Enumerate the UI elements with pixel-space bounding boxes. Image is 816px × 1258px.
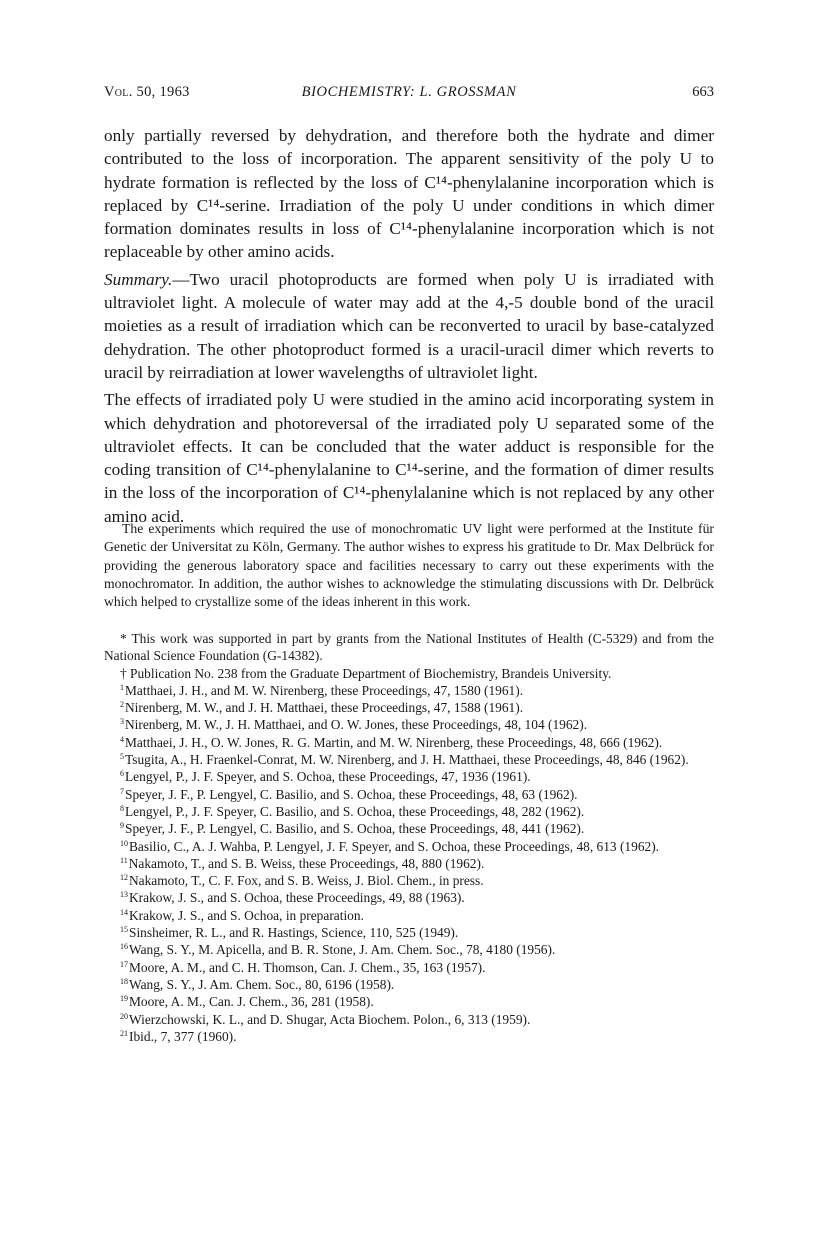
reference-number: 6: [120, 769, 124, 779]
reference-item: [104, 924, 714, 941]
reference-text: Basilio, C., A. J. Wahba, P. Lengyel, J. F. Speyer, and S. Ochoa, these Proceedings, 48, 613 (1962).: [129, 838, 660, 854]
reference-number: 2: [120, 700, 124, 710]
reference-item: [104, 768, 714, 785]
reference-item: [104, 907, 714, 924]
reference-text: Krakow, J. S., and S. Ochoa, in preparation.: [129, 907, 364, 923]
reference-item: [104, 941, 714, 958]
reference-text: Nirenberg, M. W., J. H. Matthaei, and O. W. Jones, these Proceedings, 48, 104 (1962).: [125, 717, 588, 733]
main-text: [104, 124, 714, 528]
reference-number: 1: [120, 682, 124, 692]
footnotes: [104, 630, 714, 1045]
summary-text: —Two uracil photoproducts are formed when poly U is irradiated with ultraviolet light. A molecule of water may add at the 4,-5 double bond of the uracil moieties as a result of irradiation which can be reconverted to uracil by base-catalyzed dehydration. The other photoproduct formed is a uracil-uracil dimer which reverts to uracil by reirradiation at lower wavelengths of ultraviolet light.: [104, 269, 714, 382]
reference-text: Speyer, J. F., P. Lengyel, C. Basilio, and S. Ochoa, these Proceedings, 48, 63 (1962).: [125, 786, 578, 802]
running-head: [104, 84, 714, 106]
paragraph-continuation: only partially reversed by dehydration, and therefore both the hydrate and dimer contributed to the loss of incorporation. The apparent sensitivity of the poly U to hydrate formation is reflected by the loss of C¹⁴-phenylalanine incorporation which is replaced by C¹⁴-serine. Irradiation of the poly U under conditions in which dimer formation dominates results in loss of C¹⁴-phenylalanine incorporation which is not replaceable by other amino acids.: [104, 126, 714, 262]
reference-text: Moore, A. M., Can. J. Chem., 36, 281 (1958).: [129, 994, 374, 1010]
reference-number: 20: [120, 1011, 128, 1021]
reference-number: 13: [120, 890, 128, 900]
reference-item: [104, 1011, 714, 1028]
page-number: 663: [692, 84, 714, 100]
reference-text: Wierzchowski, K. L., and D. Shugar, Acta Biochem. Polon., 6, 313 (1959).: [129, 1011, 531, 1027]
reference-item: [104, 803, 714, 820]
reference-number: 18: [120, 976, 128, 986]
reference-item: [104, 889, 714, 906]
reference-number: 9: [120, 821, 124, 831]
summary-paragraph: [104, 268, 714, 384]
reference-text: Lengyel, P., J. F. Speyer, C. Basilio, and S. Ochoa, these Proceedings, 48, 282 (1962).: [125, 803, 585, 819]
reference-text: Nakamoto, T., C. F. Fox, and S. B. Weiss, J. Biol. Chem., in press.: [129, 873, 484, 889]
reference-number: 10: [120, 838, 128, 848]
running-title: BIOCHEMISTRY: L. GROSSMAN: [301, 84, 517, 100]
reference-text: Lengyel, P., J. F. Speyer, and S. Ochoa, these Proceedings, 47, 1936 (1961).: [125, 769, 531, 785]
reference-item: [104, 959, 714, 976]
reference-text: Ibid., 7, 377 (1960).: [129, 1028, 237, 1044]
reference-number: 8: [120, 803, 124, 813]
reference-item: [104, 855, 714, 872]
reference-item: [104, 716, 714, 733]
reference-list: [104, 682, 714, 1045]
reference-text: Matthaei, J. H., O. W. Jones, R. G. Martin, and M. W. Nirenberg, these Proceedings, 48, 666 (1962).: [125, 734, 663, 750]
reference-item: [104, 1028, 714, 1045]
reference-item: [104, 993, 714, 1010]
reference-number: 16: [120, 942, 128, 952]
reference-text: Tsugita, A., H. Fraenkel-Conrat, M. W. Nirenberg, and J. H. Matthaei, these Proceedings, 48, 846 (1962).: [125, 752, 689, 768]
summary-label: Summary.: [104, 269, 173, 289]
reference-number: 4: [120, 734, 124, 744]
reference-number: 3: [120, 717, 124, 727]
reference-number: 17: [120, 959, 128, 969]
reference-number: 14: [120, 907, 128, 917]
reference-text: Matthaei, J. H., and M. W. Nirenberg, these Proceedings, 47, 1580 (1961).: [125, 682, 524, 698]
conclusion-paragraph: The effects of irradiated poly U were studied in the amino acid incorporating system in which dehydration and photoreversal of the irradiated poly U separated some of the ultraviolet effects. It can be concluded that the water adduct is responsible for the coding transition of C¹⁴-phenylalanine to C¹⁴-serine, and the formation of dimer results in the loss of the incorporation of C¹⁴-phenylalanine which is not replaced by any other amino acid.: [104, 390, 714, 526]
reference-text: Wang, S. Y., J. Am. Chem. Soc., 80, 6196 (1958).: [129, 976, 395, 992]
reference-item: [104, 838, 714, 855]
reference-item: [104, 734, 714, 751]
footnote-star: * This work was supported in part by grants from the National Institutes of Health (C-5329) and from the National Science Foundation (G-14382).: [104, 631, 714, 664]
reference-text: Speyer, J. F., P. Lengyel, C. Basilio, and S. Ochoa, these Proceedings, 48, 441 (1962).: [125, 821, 585, 837]
reference-text: Wang, S. Y., M. Apicella, and B. R. Stone, J. Am. Chem. Soc., 78, 4180 (1956).: [129, 942, 556, 958]
reference-text: Nirenberg, M. W., and J. H. Matthaei, these Proceedings, 47, 1588 (1961).: [125, 700, 524, 716]
volume-info: Vol. 50, 1963: [104, 84, 190, 100]
reference-number: 19: [120, 994, 128, 1004]
acknowledgment: The experiments which required the use of monochromatic UV light were performed at the Institute für Genetic der Universitat zu Köln, Germany. The author wishes to express his gratitude to Dr. Max Delbrück for providing the generous laboratory space and facilities necessary to carry out these experiments with the monochromator. In addition, the author wishes to acknowledge the stimulating discussions with Dr. Delbrück which helped to crystallize some of the ideas inherent in this work.: [104, 521, 714, 610]
reference-text: Krakow, J. S., and S. Ochoa, these Proceedings, 49, 88 (1963).: [129, 890, 465, 906]
reference-item: [104, 786, 714, 803]
reference-item: [104, 820, 714, 837]
reference-text: Nakamoto, T., and S. B. Weiss, these Proceedings, 48, 880 (1962).: [128, 855, 485, 871]
reference-text: Moore, A. M., and C. H. Thomson, Can. J. Chem., 35, 163 (1957).: [129, 959, 486, 975]
reference-item: [104, 682, 714, 699]
reference-item: [104, 976, 714, 993]
reference-number: 7: [120, 786, 124, 796]
reference-number: 11: [120, 855, 128, 865]
reference-number: 12: [120, 873, 128, 883]
reference-item: [104, 699, 714, 716]
reference-item: [104, 751, 714, 768]
reference-number: 21: [120, 1028, 128, 1038]
reference-number: 15: [120, 925, 128, 935]
footnote-dagger: † Publication No. 238 from the Graduate Department of Biochemistry, Brandeis University.: [120, 665, 612, 681]
reference-text: Sinsheimer, R. L., and R. Hastings, Science, 110, 525 (1949).: [129, 925, 459, 941]
reference-number: 5: [120, 752, 124, 762]
reference-item: [104, 872, 714, 889]
